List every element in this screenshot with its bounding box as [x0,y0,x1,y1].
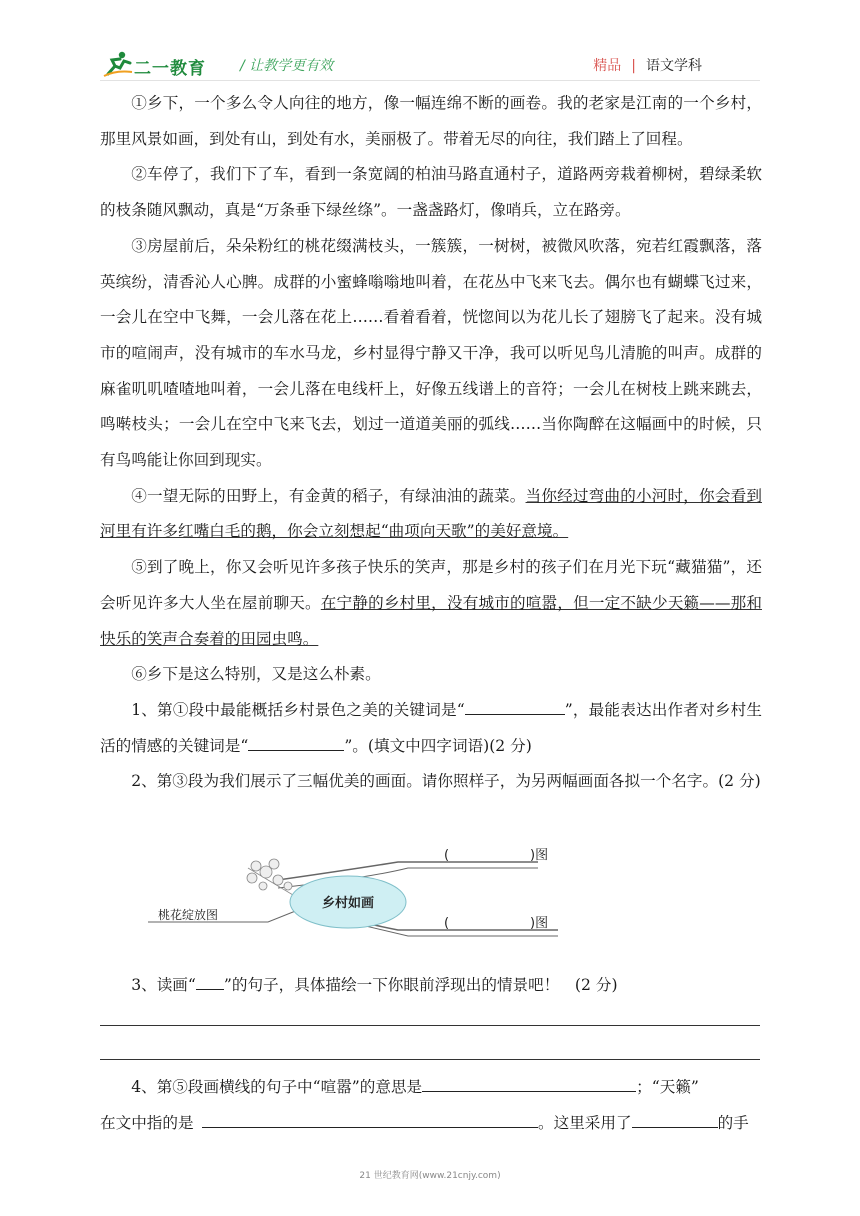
question-4-text-c: 。这里采用了 [538,1113,632,1132]
mind-map-diagram [148,840,568,946]
underline-sample [196,975,224,990]
logo-text: 二一教育 [134,59,206,79]
header-separator: | [631,58,636,74]
answer-blank-2[interactable] [248,732,344,751]
question-1-text-a: 1、第①段中最能概括乡村景色之美的关键词是“ [131,700,465,719]
answer-line-2[interactable] [100,1059,760,1060]
question-3-text-b: ”的句子，具体描绘一下你眼前浮现出的情景吧！ (2 分) [223,976,618,994]
passage [100,86,762,800]
bottom-paren-right: )图 [530,916,549,931]
paragraph-5-text: ⑤到了晚上，你又会听见许多孩子快乐的笑声，那是乡村的孩子们在月光下玩“藏猫猫”，还会听见许多大人坐在屋前聊天。 [100,558,762,612]
paragraph-5 [100,550,762,657]
center-label: 乡村如画 [321,896,375,911]
question-4-text-d: 的手 [717,1113,749,1132]
question-1-text-c: ”。(填文中四字词语)(2 分) [344,736,532,755]
paragraph-1: ①乡下，一个多么令人向往的地方，像一幅连绵不断的画卷。我的老家是江南的一个乡村，那里风景如画，到处有山，到处有水，美丽极了。带着无尽的向往，我们踏上了回程。 [100,94,762,148]
page-header [100,48,760,80]
page-footer: 21 世纪教育网(www.21cnjy.com) [359,1171,501,1181]
logo [102,50,232,78]
question-1-text-b: ”，最能表达出作者对乡村生活的情感的关键词是“ [100,700,762,755]
example-label: 桃花绽放图 [158,908,219,922]
answer-blank-4[interactable] [202,1109,538,1128]
paragraph-4 [100,479,762,550]
header-right [593,55,702,75]
paragraph-3: ③房屋前后，朵朵粉红的桃花缀满枝头，一簇簇，一树树，被微风吹落，宛若红霞飘落，落英缤纷，清香沁人心脾。成群的小蜜蜂嗡嗡地叫着，在花丛中飞来飞去。偶尔也有蝴蝶飞过来，一会儿在空中飞舞，一会儿落在花上……看着看着，恍惚间以为花儿长了翅膀飞了起来。没有城市的喧闹声，没有城市的车水马龙，乡村显得宁静又干净，我可以听见鸟儿清脆的叫声。成群的麻雀叽叽喳喳地叫着，一会儿落在电线杆上，好像五线谱上的音符；一会儿在树枝上跳来跳去，鸣啭枝头；一会儿在空中飞来飞去，划过一道道美丽的弧线……当你陶醉在这幅画中的时候，只有鸟鸣能让你回到现实。 [100,236,762,470]
subject-label: 语文学科 [646,58,702,74]
quality-label: 精品 [593,58,622,74]
question-3 [100,968,762,1004]
slogan: / 让教学更有效 [240,58,334,74]
runner-logo-icon [102,50,134,78]
question-4-text-b: ；“天籁” [636,1078,699,1096]
paragraph-5-underlined: 在宁静的乡村里，没有城市的喧嚣，但一定不缺少天籁——那和快乐的笑声合奏着的田园虫鸣。 [100,593,762,648]
question-2: 2、第③段为我们展示了三幅优美的画面。请你照样子，为另两幅画面各拟一个名字。(2 分) [131,772,761,791]
paragraph-4-underlined: 当你经过弯曲的小河时，你会看到河里有许多红嘴白毛的鹅，你会立刻想起“曲项向天歌”的美好意境。 [100,486,762,541]
branch-line [278,862,538,880]
top-paren-left: ( [444,848,450,863]
answer-blank-5[interactable] [632,1109,718,1128]
paragraph-6: ⑥乡下是这么特别，又是这么朴素。 [131,665,381,684]
header-divider [100,80,760,81]
bottom-paren-left: ( [444,916,450,931]
q4-line2-start: 在文中指的是 [100,1106,200,1142]
question-4-text-a: 4、第⑤段画横线的句子中“喧嚣”的意思是 [131,1078,423,1096]
answer-blank-3[interactable] [422,1073,636,1092]
answer-blank-1[interactable] [465,696,565,715]
paragraph-4-text: ④一望无际的田野上，有金黄的稻子，有绿油油的蔬菜。 [131,486,526,505]
top-paren-right: )图 [530,848,549,863]
answer-line-1[interactable] [100,1025,760,1026]
paragraph-2: ②车停了，我们下了车，看到一条宽阔的柏油马路直通村子，道路两旁栽着柳树，碧绿柔软的枝条随风飘动，真是“万条垂下绿丝绦”。一盏盏路灯，像哨兵，立在路旁。 [100,165,762,220]
question-1 [100,693,762,764]
question-3-text-a: 3、读画“ [131,976,196,994]
